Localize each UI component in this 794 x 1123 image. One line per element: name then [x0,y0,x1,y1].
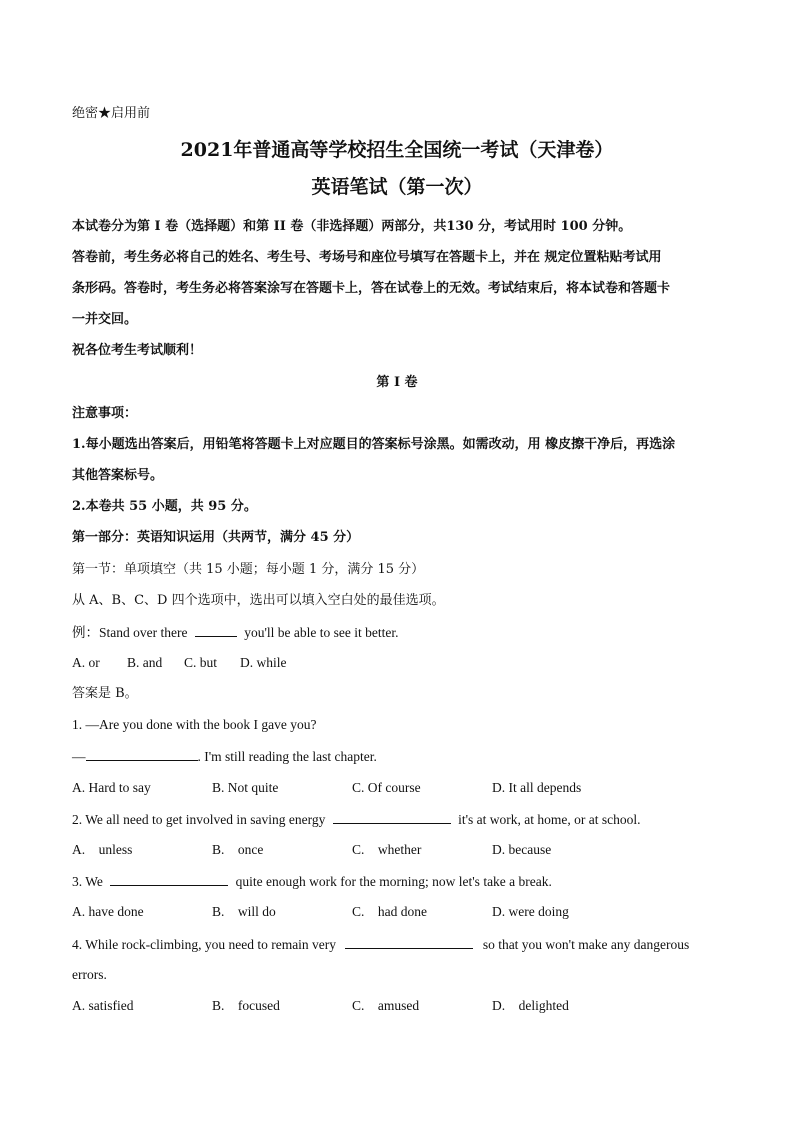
question-2-prompt [72,811,641,828]
dash-prefix: — [72,749,86,764]
part1-heading: 第一部分：英语知识运用（共两节，满分 45 分） [72,530,360,545]
question-4-option-d: D. delighted [492,998,569,1013]
answer-blank [333,811,451,824]
note-1-line-2: 其他答案标号。 [72,468,164,483]
question-2-option-a: A. unless [72,842,133,857]
question-4-option-b: B. focused [212,998,280,1013]
answer-blank [86,748,198,761]
question-1-option-d: D. It all depends [492,780,582,795]
intro-paragraph-2-line-2: 条形码。答卷时，考生务必将答案涂写在答题卡上，答在试卷上的无效。考试结束后，将本试卷和答题卡 [72,281,671,296]
question-3-option-d: D. were doing [492,904,569,919]
question-2-option-c: C. whether [352,842,422,857]
question-4-option-c: C. amused [352,998,420,1013]
notes-heading: 注意事项： [72,406,138,421]
question-2-option-b: B. once [212,842,264,857]
response-suffix: . I'm still reading the last chapter. [197,749,377,764]
example-option-c: C. but [184,655,218,670]
note-2: 2.本卷共 55 小题，共 95 分。 [72,499,257,514]
volume-heading: 第 I 卷 [376,375,418,390]
answer-blank [345,936,473,949]
question-4-continuation: errors. [72,967,107,982]
intro-paragraph-2-line-3: 一并交回。 [72,312,138,327]
question-prefix: 2. We all need to get involved in saving energy [72,812,326,827]
instruction-line: 从 A、B、C、D 四个选项中，选出可以填入空白处的最佳选项。 [72,593,445,608]
question-suffix: it's at work, at home, or at school. [458,812,641,827]
intro-paragraph-1: 本试卷分为第 I 卷（选择题）和第 II 卷（非选择题）两部分，共130 分，考试用时 100 分钟。 [72,219,632,234]
example-option-d: D. while [240,655,287,670]
exam-title: 2021年普通高等学校招生全国统一考试（天津卷） [180,139,614,161]
question-3-option-b: B. will do [212,904,276,919]
question-3-prompt [72,873,552,890]
exam-subtitle: 英语笔试（第一次） [311,176,483,198]
example-answer: 答案是 B。 [72,686,138,701]
answer-blank [195,624,237,637]
question-3-option-c: C. had done [352,904,427,919]
wish-line: 祝各位考生考试顺利！ [72,343,203,358]
example-prefix: 例：Stand over there [72,625,188,640]
question-1-option-a: A. Hard to say [72,780,151,795]
question-prefix: 3. We [72,874,103,889]
section1-heading: 第一节：单项填空（共 15 小题；每小题 1 分，满分 15 分） [72,562,425,577]
example-option-a: A. or [72,655,100,670]
question-2-option-d: D. because [492,842,552,857]
example-suffix: you'll be able to see it better. [244,625,399,640]
intro-paragraph-2-line-1: 答卷前，考生务必将自己的姓名、考生号、考场号和座位号填写在答题卡上，并在 规定位置粘贴考试用 [72,250,662,265]
secret-label: 绝密★启用前 [72,106,151,121]
question-1-response [72,748,377,765]
question-4-prompt [72,936,689,953]
example-option-b: B. and [127,655,163,670]
answer-blank [110,873,228,886]
question-4-option-a: A. satisfied [72,998,134,1013]
example-line [72,624,398,641]
question-prefix: 4. While rock-climbing, you need to remain very [72,937,337,952]
question-1-option-c: C. Of course [352,780,421,795]
question-1-option-b: B. Not quite [212,780,279,795]
question-suffix: quite enough work for the morning; now let's take a break. [235,874,552,889]
question-3-option-a: A. have done [72,904,144,919]
question-1-prompt: 1. —Are you done with the book I gave you? [72,717,317,732]
question-suffix: so that you won't make any dangerous [482,937,690,952]
note-1-line-1: 1.每小题选出答案后，用铅笔将答题卡上对应题目的答案标号涂黑。如需改动，用 橡皮擦干净后，再选涂 [72,437,676,452]
